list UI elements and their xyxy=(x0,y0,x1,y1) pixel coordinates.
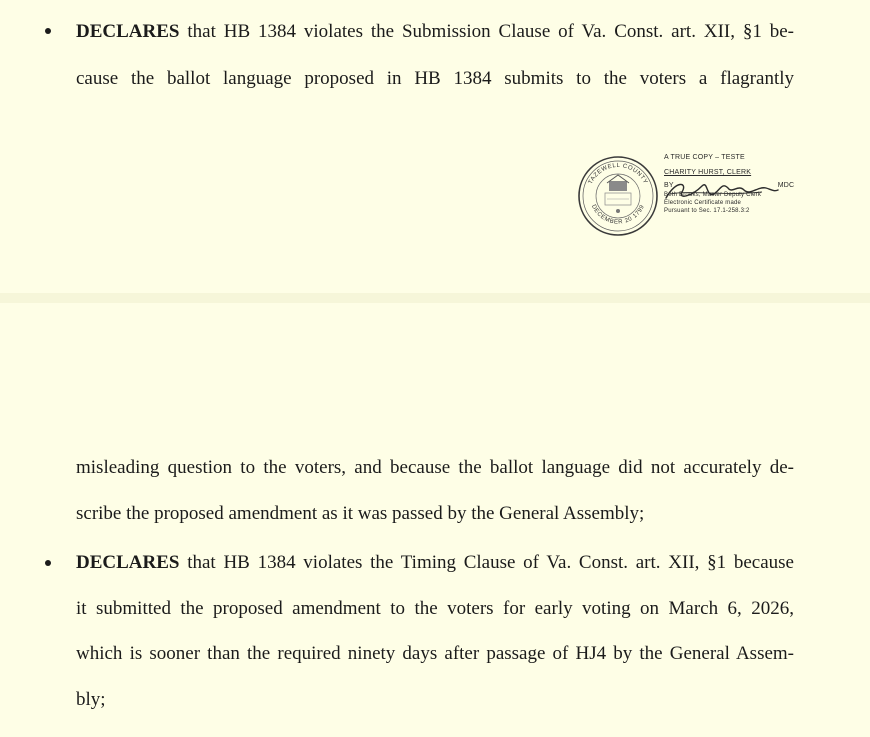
by-line: BY MDC xyxy=(664,182,795,190)
electronic-certificate: Electronic Certificate made xyxy=(664,199,742,206)
clerk-name: CHARITY HURST, CLERK xyxy=(664,168,752,176)
bullet-2 xyxy=(43,559,53,569)
page-1-bottom xyxy=(0,0,870,293)
declares-2-line-3: which is sooner than the required ninety days after passage of HJ4 by the General Assem- xyxy=(76,643,794,664)
declares-1-line-4: scribe the proposed amendment as it was passed by the General Assembly; xyxy=(76,503,645,524)
county-seal-icon xyxy=(577,155,659,237)
declares-1-lead: DECLARES xyxy=(76,21,180,42)
declares-1-line-3: misleading question to the voters, and because the ballot language did not accurately de- xyxy=(76,457,794,478)
declares-1-line-2: cause the ballot language proposed in HB 1384 submits to the voters a flagrantly xyxy=(76,68,794,89)
declares-2-lead: DECLARES xyxy=(76,552,180,573)
page-break xyxy=(0,293,870,303)
bullet-1 xyxy=(43,27,53,37)
pursuant-statute: Pursuant to Sec. 17.1-258.3:2 xyxy=(664,207,750,214)
declares-2-line-4: bly; xyxy=(76,689,106,710)
signature-icon xyxy=(662,176,782,204)
true-copy-label: A TRUE COPY – TESTE xyxy=(664,154,745,161)
declares-2-line-2: it submitted the proposed amendment to the voters for early voting on March 6, 2026, xyxy=(76,598,794,619)
page-2-top xyxy=(0,303,870,737)
declares-1-line-1: DECLARES that HB 1384 violates the Submission Clause of Va. Const. art. XII, §1 be- xyxy=(76,21,794,42)
deputy-clerk: Beth Brooks, Master Deputy Clerk xyxy=(664,191,762,198)
declares-2-line-1: DECLARES that HB 1384 violates the Timing Clause of Va. Const. art. XII, §1 because xyxy=(76,552,794,573)
svg-text:TAZEWELL COUNTY: TAZEWELL COUNTY xyxy=(587,162,649,186)
svg-text:DECEMBER 20 1799: DECEMBER 20 1799 xyxy=(589,203,647,226)
